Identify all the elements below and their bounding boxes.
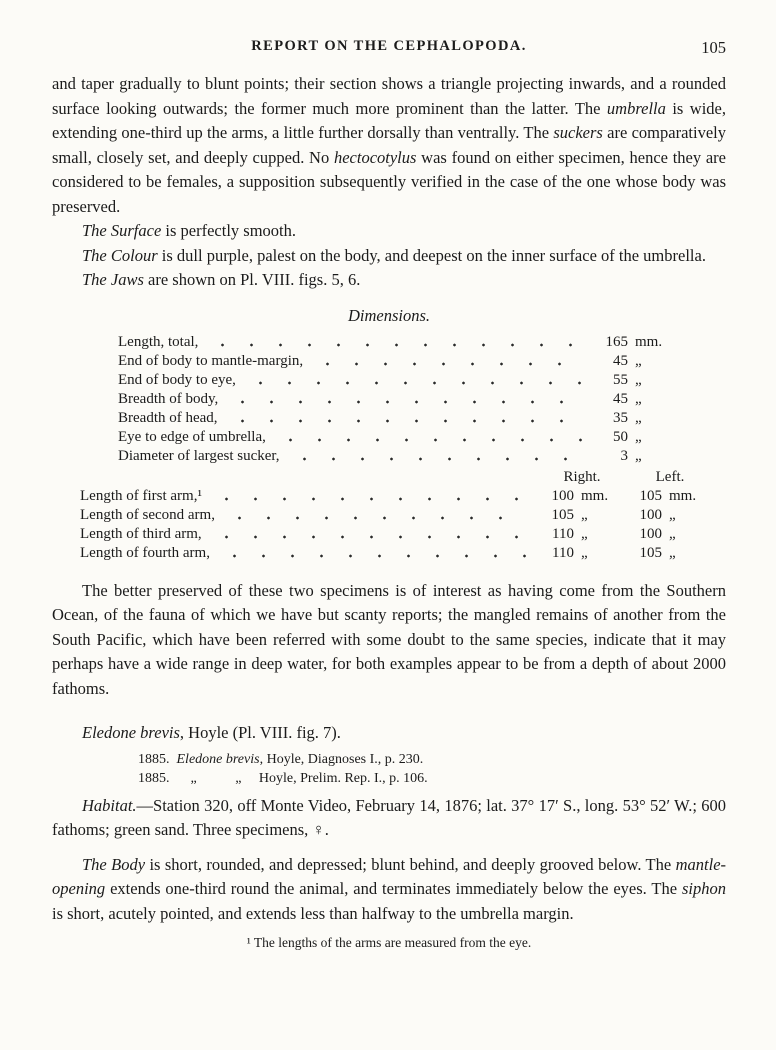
right-unit: „ [581,525,588,542]
table-row [118,352,668,371]
dot-leader [313,352,584,371]
footnote: ¹ The lengths of the arms are measured from the eye. [246,935,532,950]
dimension-unit: mm. [635,333,663,350]
page-number: 105 [701,38,726,57]
paragraph-surface: The Surface is perfectly smooth. [82,221,297,240]
column-right-label: Right. [563,468,601,485]
dot-leader [228,390,584,409]
paragraph-jaws: The Jaws are shown on Pl. VIII. figs. 5, 6. [82,270,361,289]
dimension-label: Breadth of body, [118,390,219,407]
dot-leader [212,525,528,544]
dimensions-title: Dimensions. [347,305,431,325]
running-title: REPORT ON THE CEPHALOPODA. [251,38,527,54]
left-unit: „ [669,544,676,561]
table-row [80,506,714,525]
dot-leader [290,447,584,466]
dimension-label: Breadth of head, [118,409,218,426]
dimension-value: 35 [613,409,628,426]
dimension-value: 55 [613,371,628,388]
dimension-value: 45 [613,352,628,369]
dot-leader [276,428,584,447]
page-header [52,38,726,58]
left-value: 105 [639,544,662,561]
dimension-value: 165 [605,333,628,350]
right-unit: mm. [581,487,609,504]
right-unit: „ [581,544,588,561]
dimension-unit: „ [635,428,642,445]
dimension-label: End of body to eye, [118,371,236,388]
dot-leader [208,333,584,352]
column-left-label: Left. [655,468,685,485]
left-unit: mm. [669,487,697,504]
table-row [80,525,714,544]
measurements-table [118,333,668,466]
dot-leader [220,544,528,563]
paragraph-body-description: The Body is short, rounded, and depressed; blunt behind, and deeply grooved below. The mantle-opening extends one-third round the animal, and terminates immediately below the eyes. The siphon is short, acutely pointed, and extends less than halfway to the umbrella margin. [52,854,727,923]
right-value: 105 [551,506,574,523]
arm-table-header [80,468,714,487]
paragraph-habitat: Habitat.—Station 320, off Monte Video, February 14, 1876; lat. 37° 17′ S., long. 53° 52′ W.; 600 fathoms; green sand. Three specimens, ♀. [52,795,726,839]
dimension-label: End of body to mantle-margin, [118,352,304,369]
table-row [118,390,668,409]
arm-lengths-table [80,468,714,563]
dimension-value: 3 [620,447,628,464]
synonymy-list [138,750,726,788]
table-row [80,544,714,563]
right-value: 110 [552,544,574,561]
table-row [80,487,714,506]
synonymy-line: 1885. „ „ Hoyle, Prelim. Rep. I., p. 106. [138,770,428,786]
arm-label: Length of first arm,¹ [80,487,202,504]
table-row [118,428,668,447]
arm-label: Length of third arm, [80,525,202,542]
left-unit: „ [669,525,676,542]
arm-label: Length of fourth arm, [80,544,210,561]
dot-leader [212,487,528,506]
dimension-label: Length, total, [118,333,199,350]
dot-leader [246,371,584,390]
left-unit: „ [669,506,676,523]
dimension-value: 45 [613,390,628,407]
species-heading: Eledone brevis, Hoyle (Pl. VIII. fig. 7). [82,723,341,742]
left-value: 105 [639,487,662,504]
table-row [118,333,668,352]
header-spacer [80,468,538,487]
dimension-value: 50 [613,428,628,445]
dimension-unit: „ [635,447,642,464]
table-row [118,371,668,390]
dimension-unit: „ [635,409,642,426]
left-value: 100 [639,506,662,523]
dot-leader [228,409,584,428]
dimension-label: Eye to edge of umbrella, [118,428,266,445]
dimension-unit: „ [635,390,642,407]
right-value: 110 [552,525,574,542]
arm-label: Length of second arm, [80,506,215,523]
right-unit: „ [581,506,588,523]
dot-leader [225,506,528,525]
dimension-unit: „ [635,352,642,369]
paragraph-intro: and taper gradually to blunt points; their section shows a triangle projecting inwards, and a rounded surface looking outwards; the former much more prominent than the latter. The umbrella is wide, extending one-third up the arms, a little further dorsally than ventrally. The suckers are comparatively small, closely set, and deeply cupped. No hectocotylus was found on either specimen, hence they are considered to be females, a supposition subsequently verified in the case of the one whose body was preserved. [52,74,726,216]
dimension-unit: „ [635,371,642,388]
left-value: 100 [639,525,662,542]
table-row [118,409,668,428]
right-value: 100 [551,487,574,504]
paragraph-colour: The Colour is dull purple, palest on the body, and deepest on the inner surface of the umbrella. [82,245,706,265]
table-row [118,447,668,466]
synonymy-line: 1885. Eledone brevis, Hoyle, Diagnoses I., p. 230. [138,751,424,767]
paragraph-discussion: The better preserved of these two specimens is of interest as having come from the Southern Ocean, of the fauna of which we have but scanty reports; the mangled remains of another from the South Pacific, which have been referred with some doubt to the same species, indicate that it may perhaps have a wide range in deep water, for both examples appear to be from a depth of about 2000 fathoms. [52,580,726,698]
dimension-label: Diameter of largest sucker, [118,447,280,464]
